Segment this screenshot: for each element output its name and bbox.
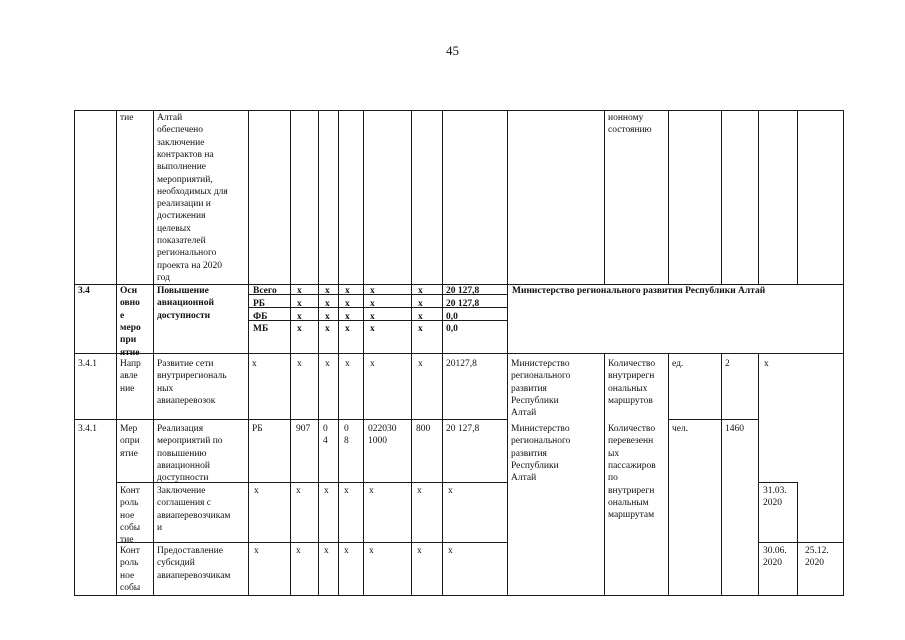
indicator-cell: ых	[608, 448, 620, 459]
responsible-cell: Республики	[511, 395, 559, 406]
name-cell: Повышение	[157, 286, 209, 296]
responsible-cell: Министерство	[511, 359, 570, 369]
kbk-cell: х	[296, 546, 301, 556]
indicator-cell: Количество	[608, 424, 656, 434]
table-rule	[604, 110, 605, 285]
name-cell: авиаперевозчикам	[157, 570, 231, 581]
name-cell: и	[157, 522, 163, 533]
kbk-cell: х	[325, 286, 330, 296]
kbk-cell: х	[370, 286, 375, 296]
date-cell: 2020	[763, 558, 782, 569]
kbk-cell: х	[296, 486, 301, 496]
name-cell: год	[157, 272, 170, 283]
table-rule	[290, 482, 291, 596]
name-cell: Предоставление	[157, 546, 223, 556]
table-rule	[338, 482, 339, 596]
indicator-cell: ональным	[608, 497, 649, 508]
date-cell: 25.12.	[805, 546, 829, 556]
responsible-cell: Алтай	[511, 473, 537, 484]
table-rule	[363, 110, 364, 420]
date-cell: 31.03.	[763, 486, 787, 496]
table-rule	[758, 353, 759, 596]
type-cell: ное	[120, 570, 135, 581]
indicator-cell: Количество	[608, 359, 656, 369]
kbk-cell: х	[325, 359, 330, 369]
table-rule	[758, 542, 844, 543]
amount-cell: 20 127,8	[446, 298, 480, 309]
type-cell: собы	[120, 582, 141, 593]
name-cell: внутрирегиональ	[157, 371, 227, 382]
kbk-cell: 1000	[368, 436, 387, 447]
kbk-cell: х	[324, 546, 329, 556]
kbk-cell: х	[345, 359, 350, 369]
type-cell: Конт	[120, 546, 140, 556]
type-cell: Напр	[120, 359, 141, 369]
name-cell: необходимых для	[157, 186, 228, 197]
indicator-cell: внутрирегн	[608, 371, 655, 382]
type-cell: ятие	[120, 347, 140, 358]
type-cell: ятие	[120, 448, 138, 459]
table-rule	[318, 110, 319, 420]
table-rule	[797, 110, 798, 285]
indicator-cell: маршрутам	[608, 510, 655, 521]
table-rule	[721, 353, 722, 596]
name-cell: авиаперевозчикам	[157, 510, 231, 521]
source-cell: ФБ	[253, 311, 268, 322]
responsible-cell: регионального	[511, 436, 571, 447]
type-cell: опри	[120, 436, 140, 447]
indicator-cell: маршрутов	[608, 395, 653, 406]
table-rule	[668, 419, 759, 420]
indicator-cell: ионному	[608, 113, 644, 123]
type-cell: ние	[120, 383, 135, 394]
responsible-cell: Министерство	[511, 424, 570, 434]
kbk-cell: 800	[416, 424, 431, 434]
indicator-cell: по	[608, 473, 618, 484]
table-rule	[318, 482, 319, 596]
kbk-cell: х	[297, 286, 302, 296]
responsible-cell: развития	[511, 383, 547, 394]
table-rule	[74, 353, 844, 354]
kbk-cell: х	[370, 359, 375, 369]
table-rule	[604, 353, 605, 596]
unit-cell: чел.	[672, 424, 689, 434]
type-cell: Осн	[120, 286, 138, 296]
kbk-cell: х	[344, 546, 349, 556]
responsible-cell: регионального	[511, 371, 571, 382]
kbk-cell: 907	[296, 424, 311, 434]
kbk-cell: х	[297, 359, 302, 369]
table-rule	[338, 419, 339, 483]
kbk-cell: х	[448, 486, 453, 496]
responsible-cell: Министерство регионального развития Республики Алтай	[512, 286, 766, 296]
type-cell: ное	[120, 510, 135, 521]
table-rule	[668, 110, 669, 285]
indicator-cell: перевезенн	[608, 436, 654, 447]
extra-cell: х	[764, 359, 769, 369]
indicator-cell: пассажиров	[608, 460, 656, 471]
row-number: 3.4.1	[78, 359, 97, 369]
kbk-cell: х	[345, 324, 350, 335]
source-cell: РБ	[253, 298, 266, 309]
responsible-cell: Республики	[511, 460, 559, 471]
name-cell: реализации и	[157, 199, 211, 210]
kbk-cell: 022030	[368, 424, 397, 434]
kbk-cell: х	[418, 298, 423, 309]
type-cell: при	[120, 335, 137, 346]
source-cell: РБ	[252, 424, 263, 434]
kbk-cell: х	[418, 359, 423, 369]
amount-cell: 0,0	[446, 324, 458, 335]
name-cell: мероприятий по	[157, 436, 223, 447]
name-cell: Заключение	[157, 486, 206, 496]
kbk-cell: 0	[323, 424, 328, 434]
table-rule	[363, 419, 364, 483]
type-cell: роль	[120, 498, 139, 509]
page-number: 45	[446, 43, 459, 58]
table-rule	[248, 110, 249, 596]
indicator-cell: состоянию	[608, 125, 652, 136]
table-rule	[411, 110, 412, 420]
table-rule	[74, 110, 75, 596]
kbk-cell: х	[297, 324, 302, 335]
row-number: 3.4.1	[78, 424, 97, 434]
name-cell: целевых	[157, 223, 191, 234]
name-cell: мероприятий,	[157, 174, 213, 185]
table-rule	[442, 110, 443, 420]
table-rule	[153, 110, 154, 596]
name-cell: заключение	[157, 137, 205, 148]
table-rule	[116, 110, 117, 596]
type-cell: тие	[120, 113, 134, 123]
table-rule	[668, 353, 669, 596]
name-cell: авиаперевозок	[157, 395, 216, 406]
table-rule	[442, 419, 443, 483]
kbk-cell: х	[418, 286, 423, 296]
kbk-cell: х	[325, 311, 330, 322]
kbk-cell: х	[369, 546, 374, 556]
name-cell: Реализация	[157, 424, 204, 434]
name-cell: авиационной	[157, 298, 214, 309]
amount-cell: 20 127,8	[446, 286, 480, 296]
type-cell: меро	[120, 322, 141, 333]
name-cell: регионального	[157, 248, 217, 259]
responsible-cell: развития	[511, 448, 547, 459]
type-cell: Конт	[120, 486, 140, 496]
kbk-cell: х	[417, 546, 422, 556]
kbk-cell: х	[345, 286, 350, 296]
responsible-cell: Алтай	[511, 408, 537, 419]
table-rule	[797, 482, 798, 596]
kbk-cell: х	[325, 324, 330, 335]
kbk-cell: 8	[344, 436, 349, 447]
name-cell: субсидий	[157, 558, 195, 569]
kbk-cell: х	[370, 324, 375, 335]
kbk-cell: х	[370, 311, 375, 322]
type-cell: овно	[120, 298, 140, 309]
date-cell: 30.06.	[763, 546, 787, 556]
kbk-cell: х	[345, 298, 350, 309]
name-cell: Алтай	[157, 113, 183, 123]
table-right-rule	[843, 110, 844, 596]
table-rule	[507, 110, 508, 596]
kbk-cell: х	[324, 486, 329, 496]
name-cell: соглашения с	[157, 498, 211, 509]
table-rule	[411, 482, 412, 596]
indicator-cell: внутрирегн	[608, 485, 655, 496]
table-rule	[290, 110, 291, 420]
kbk-cell: х	[344, 486, 349, 496]
kbk-cell: х	[370, 298, 375, 309]
type-cell: авле	[120, 371, 138, 382]
kbk-cell: х	[417, 486, 422, 496]
table-bottom-rule	[74, 595, 844, 596]
table-rule	[318, 419, 319, 483]
kbk-cell: 0	[344, 424, 349, 434]
table-rule	[248, 320, 508, 321]
row-number: 3.4	[78, 286, 90, 296]
date-cell: 2020	[805, 558, 824, 569]
kbk-cell: х	[254, 546, 259, 556]
date-cell: 2020	[763, 498, 782, 509]
table-top-rule	[74, 110, 844, 111]
kbk-cell: х	[297, 298, 302, 309]
name-cell: доступности	[157, 473, 209, 484]
name-cell: достижения	[157, 211, 206, 222]
kbk-cell: х	[297, 311, 302, 322]
table-rule	[338, 110, 339, 420]
name-cell: авиационной	[157, 460, 210, 471]
name-cell: Развитие сети	[157, 359, 214, 369]
table-rule	[290, 419, 291, 483]
name-cell: доступности	[157, 310, 211, 321]
table-rule	[116, 542, 508, 543]
value-cell: 2	[725, 359, 730, 369]
kbk-cell: х	[325, 298, 330, 309]
type-cell: е	[120, 310, 125, 321]
amount-cell: 20 127,8	[446, 424, 480, 434]
type-cell: тие	[120, 535, 134, 546]
name-cell: показателей	[157, 236, 206, 246]
amount-cell: 20127,8	[446, 359, 477, 369]
type-cell: собы	[120, 522, 141, 533]
source-cell: Всего	[253, 286, 277, 296]
kbk-cell: 4	[323, 436, 328, 447]
source-cell: х	[252, 359, 257, 369]
type-cell: роль	[120, 558, 139, 569]
name-cell: повышению	[157, 448, 207, 459]
indicator-cell: ональных	[608, 383, 648, 394]
name-cell: выполнение	[157, 162, 207, 173]
table-rule	[758, 482, 798, 483]
kbk-cell: х	[418, 311, 423, 322]
table-rule	[363, 482, 364, 596]
kbk-cell: х	[369, 486, 374, 496]
name-cell: контрактов на	[157, 149, 214, 160]
unit-cell: ед.	[672, 359, 684, 369]
name-cell: обеспечено	[157, 125, 204, 136]
source-cell: МБ	[253, 324, 269, 335]
table-rule	[442, 482, 443, 596]
kbk-cell: х	[448, 546, 453, 556]
table-rule	[721, 110, 722, 285]
table-rule	[411, 419, 412, 483]
name-cell: проекта на 2020	[157, 260, 222, 271]
type-cell: Мер	[120, 424, 138, 434]
name-cell: ных	[157, 383, 174, 394]
table-rule	[758, 110, 759, 285]
kbk-cell: х	[418, 324, 423, 335]
value-cell: 1460	[725, 424, 744, 434]
kbk-cell: х	[345, 311, 350, 322]
kbk-cell: х	[254, 486, 259, 496]
amount-cell: 0,0	[446, 311, 458, 322]
